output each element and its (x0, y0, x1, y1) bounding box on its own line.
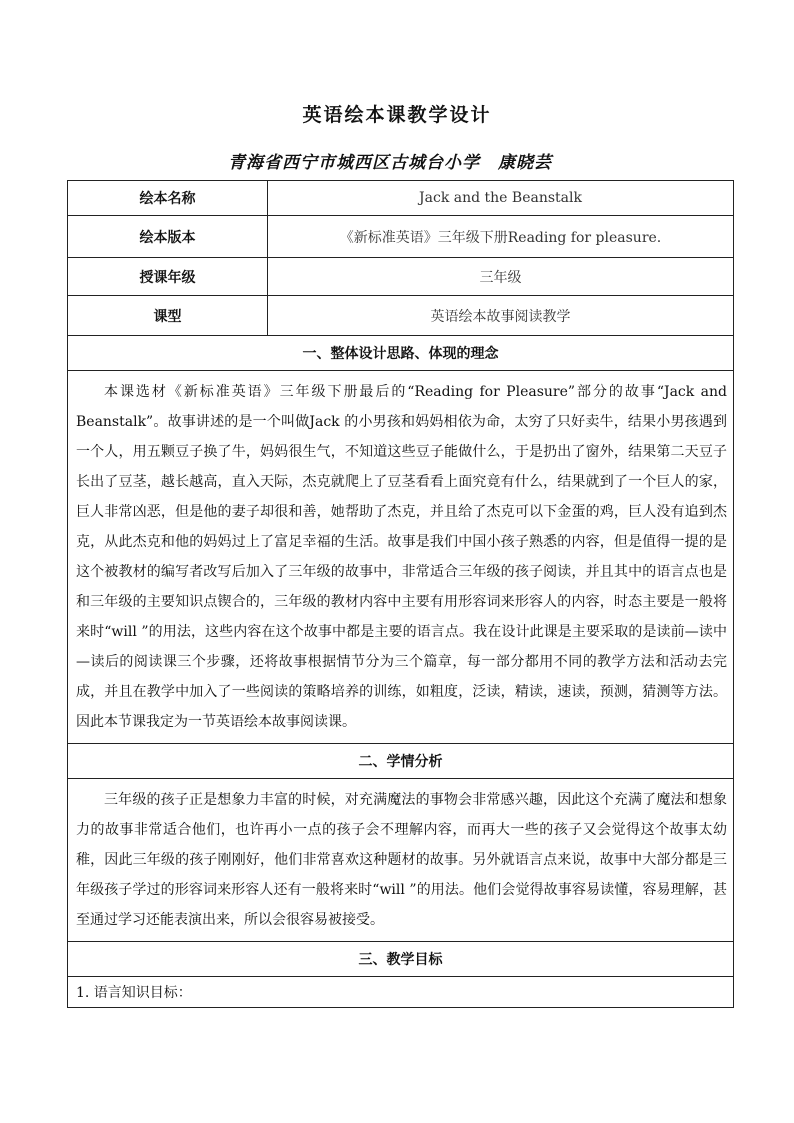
info-value: 三年级 (268, 258, 734, 296)
section-heading-row (68, 744, 734, 779)
section-body-row (68, 371, 734, 744)
info-value: Jack and the Beanstalk (268, 181, 734, 216)
author-line: 青海省西宁市城西区古城台小学 康晓芸 (228, 153, 552, 173)
info-row-lesson-type (68, 296, 734, 336)
info-row-grade (68, 258, 734, 296)
section-heading-row (68, 336, 734, 371)
info-label: 绘本名称 (68, 181, 268, 216)
section-body-row (68, 779, 734, 942)
section-heading-row (68, 942, 734, 977)
document-title: 英语绘本课教学设计 (302, 104, 492, 126)
info-label: 课型 (68, 296, 268, 336)
section-heading: 三、教学目标 (68, 942, 734, 977)
section-paragraph: 三年级的孩子正是想象力丰富的时候，对充满魔法的事物会非常感兴趣，因此这个充满了魔法和想象力的故事非常适合他们，也许再小一点的孩子会不理解内容，而再大一些的孩子又会觉得这个故事太幼稚，因此三年级的孩子刚刚好，他们非常喜欢这种题材的故事。另外就语言点来说，故事中大部分都是三年级孩子学过的形容词来形容人还有一般将来时“will ”的用法。他们会觉得故事容易读懂，容易理解，甚至通过学习还能表演出来，所以会很容易被接受。 (68, 779, 734, 942)
info-value: 《新标准英语》三年级下册Reading for pleasure. (268, 216, 734, 258)
info-row-edition (68, 216, 734, 258)
section-paragraph: 本课选材《新标准英语》三年级下册最后的“Reading for Pleasure”部分的故事“Jack and Beanstalk”。故事讲述的是一个叫做Jack 的小男孩和妈妈相依为命，太穷了只好卖牛，结果小男孩遇到一个人，用五颗豆子换了牛，妈妈很生气，不知道这些豆子能做什么，于是扔出了窗外，结果第二天豆子长出了豆茎，越长越高，直入天际，杰克就爬上了豆茎看看上面究竟有什么，结果就到了一个巨人的家，巨人非常凶恶，但是他的妻子却很和善，她帮助了杰克，并且给了杰克可以下金蛋的鸡，巨人没有追到杰克，从此杰克和他的妈妈过上了富足幸福的生活。故事是我们中国小孩子熟悉的内容，但是值得一提的是这个被教材的编写者改写后加入了三年级的故事中，非常适合三年级的孩子阅读，并且其中的语言点也是和三年级的主要知识点锲合的，三年级的教材内容中主要有用形容词来形容人的内容，时态主要是一般将来时“will ”的用法，这些内容在这个故事中都是主要的语言点。我在设计此课是主要采取的是读前—读中—读后的阅读课三个步骤，还将故事根据情节分为三个篇章，每一部分都用不同的教学方法和活动去完成，并且在教学中加入了一些阅读的策略培养的训练，如粗度，泛读，精读，速读，预测，猜测等方法。因此本节课我定为一节英语绘本故事阅读课。 (68, 371, 734, 744)
info-row-book-name (68, 181, 734, 216)
info-label: 绘本版本 (68, 216, 268, 258)
section-heading: 一、整体设计思路、体现的理念 (68, 336, 734, 371)
info-label: 授课年级 (68, 258, 268, 296)
lesson-plan-table (67, 180, 734, 1008)
section-heading: 二、学情分析 (68, 744, 734, 779)
section-list-item: 1. 语言知识目标： (68, 977, 734, 1008)
section-item-row (68, 977, 734, 1008)
info-value: 英语绘本故事阅读教学 (268, 296, 734, 336)
